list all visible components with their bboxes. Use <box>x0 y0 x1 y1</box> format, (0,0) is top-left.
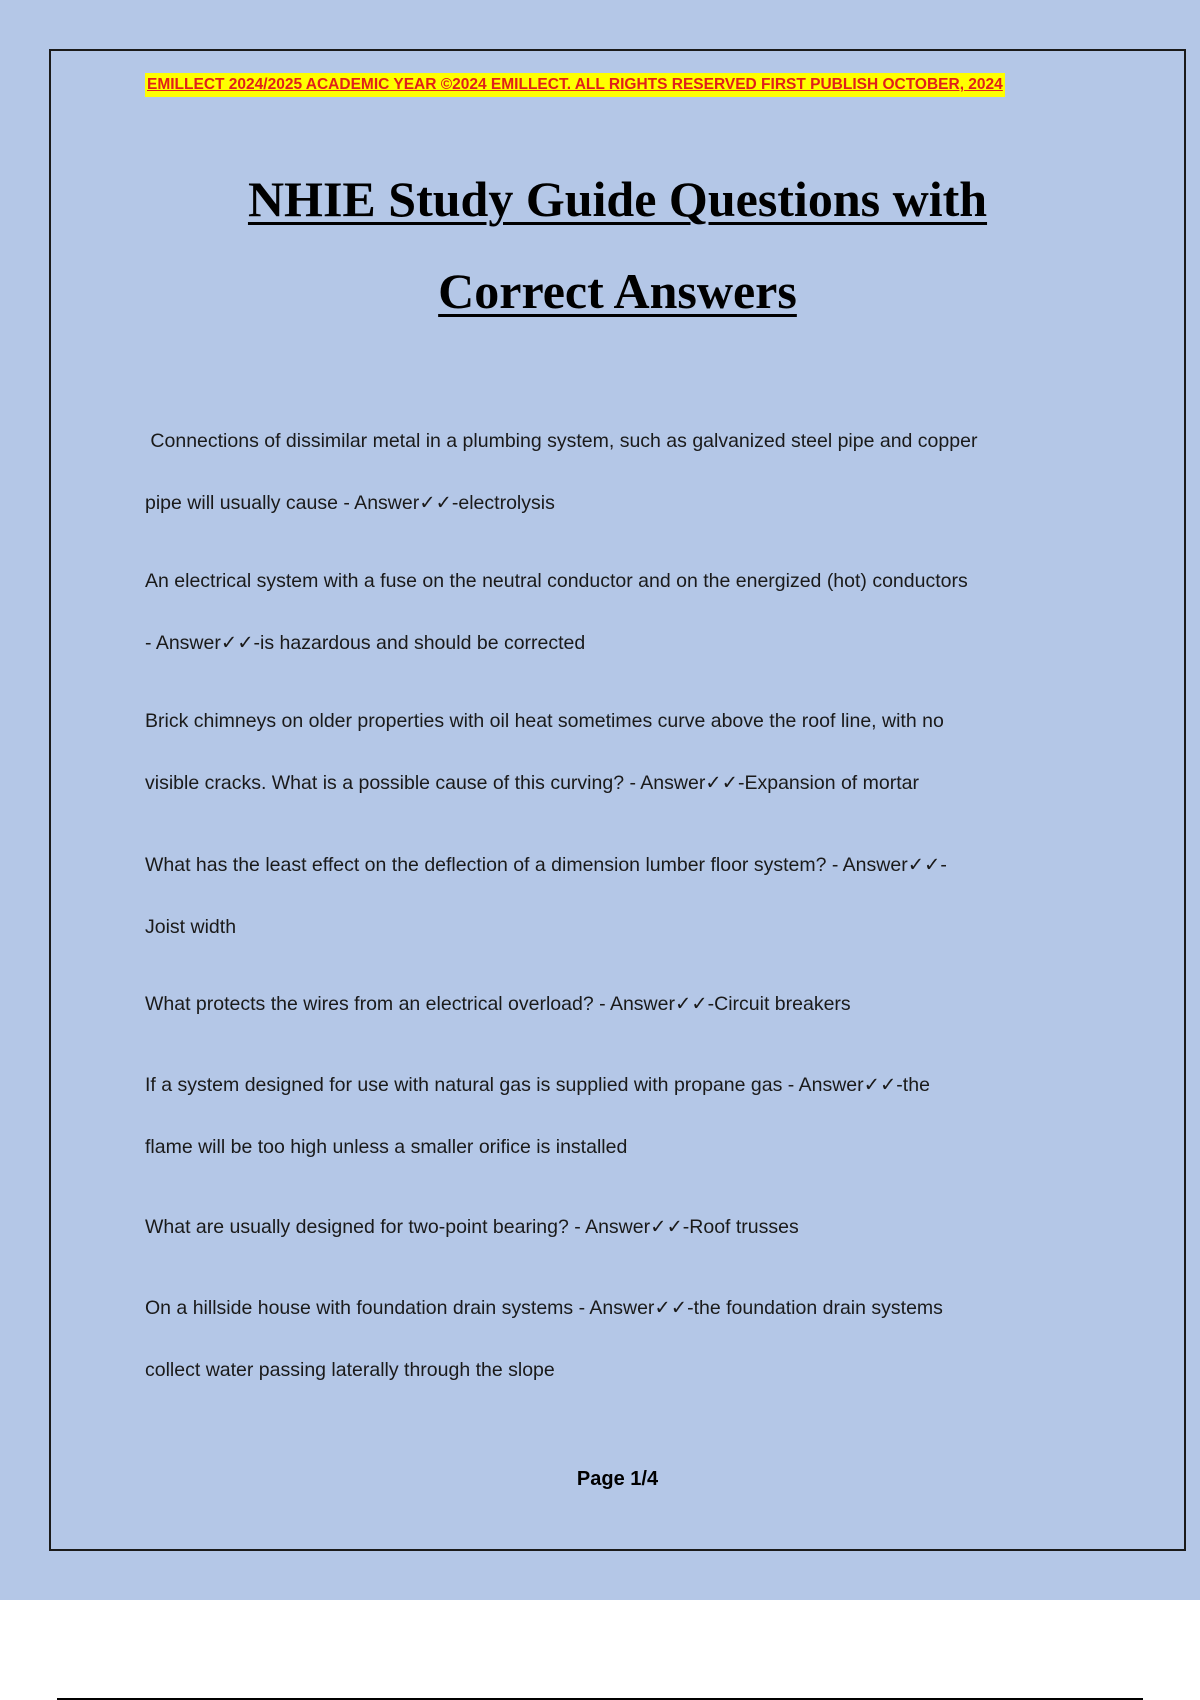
qa-question-line: Connections of dissimilar metal in a plumbing system, such as galvanized steel pipe and copper <box>145 430 978 452</box>
qa-answer-line: visible cracks. What is a possible cause of this curving? - Answer✓✓-Expansion of mortar <box>145 772 919 794</box>
qa-question-line: An electrical system with a fuse on the neutral conductor and on the energized (hot) conductors <box>145 570 968 592</box>
qa-question-line: What has the least effect on the deflection of a dimension lumber floor system? - Answer✓✓- <box>145 854 947 876</box>
qa-item <box>145 550 1095 674</box>
qa-item <box>145 834 1095 958</box>
qa-item <box>145 1054 1095 1178</box>
qa-item <box>145 1277 1095 1401</box>
document-title-line-2: Correct Answers <box>438 263 797 319</box>
qa-question-line: If a system designed for use with natural gas is supplied with propane gas - Answer✓✓-the <box>145 1074 930 1096</box>
qa-answer-line: pipe will usually cause - Answer✓✓-electrolysis <box>145 492 555 514</box>
page-number: Page 1/4 <box>576 1468 659 1490</box>
qa-answer-line: Joist width <box>145 916 237 938</box>
qa-answer-line: flame will be too high unless a smaller orifice is installed <box>145 1136 628 1158</box>
document-title-line-1: NHIE Study Guide Questions with <box>247 171 988 227</box>
qa-question-line: Brick chimneys on older properties with oil heat sometimes curve above the roof line, with no <box>145 710 944 732</box>
qa-question-line: On a hillside house with foundation drain systems - Answer✓✓-the foundation drain systems <box>145 1297 943 1319</box>
copyright-banner: EMILLECT 2024/2025 ACADEMIC YEAR ©2024 EMILLECT. ALL RIGHTS RESERVED FIRST PUBLISH OCTOBER, 2024 <box>145 73 1005 97</box>
qa-item <box>145 410 1095 534</box>
qa-question-line: What protects the wires from an electrical overload? - Answer✓✓-Circuit breakers <box>145 993 851 1015</box>
qa-item <box>145 973 1095 1035</box>
qa-answer-line: - Answer✓✓-is hazardous and should be corrected <box>145 632 586 654</box>
qa-item <box>145 690 1095 814</box>
qa-answer-line: collect water passing laterally through the slope <box>145 1359 555 1381</box>
qa-item <box>145 1196 1095 1258</box>
qa-question-line: What are usually designed for two-point bearing? - Answer✓✓-Roof trusses <box>145 1216 799 1238</box>
